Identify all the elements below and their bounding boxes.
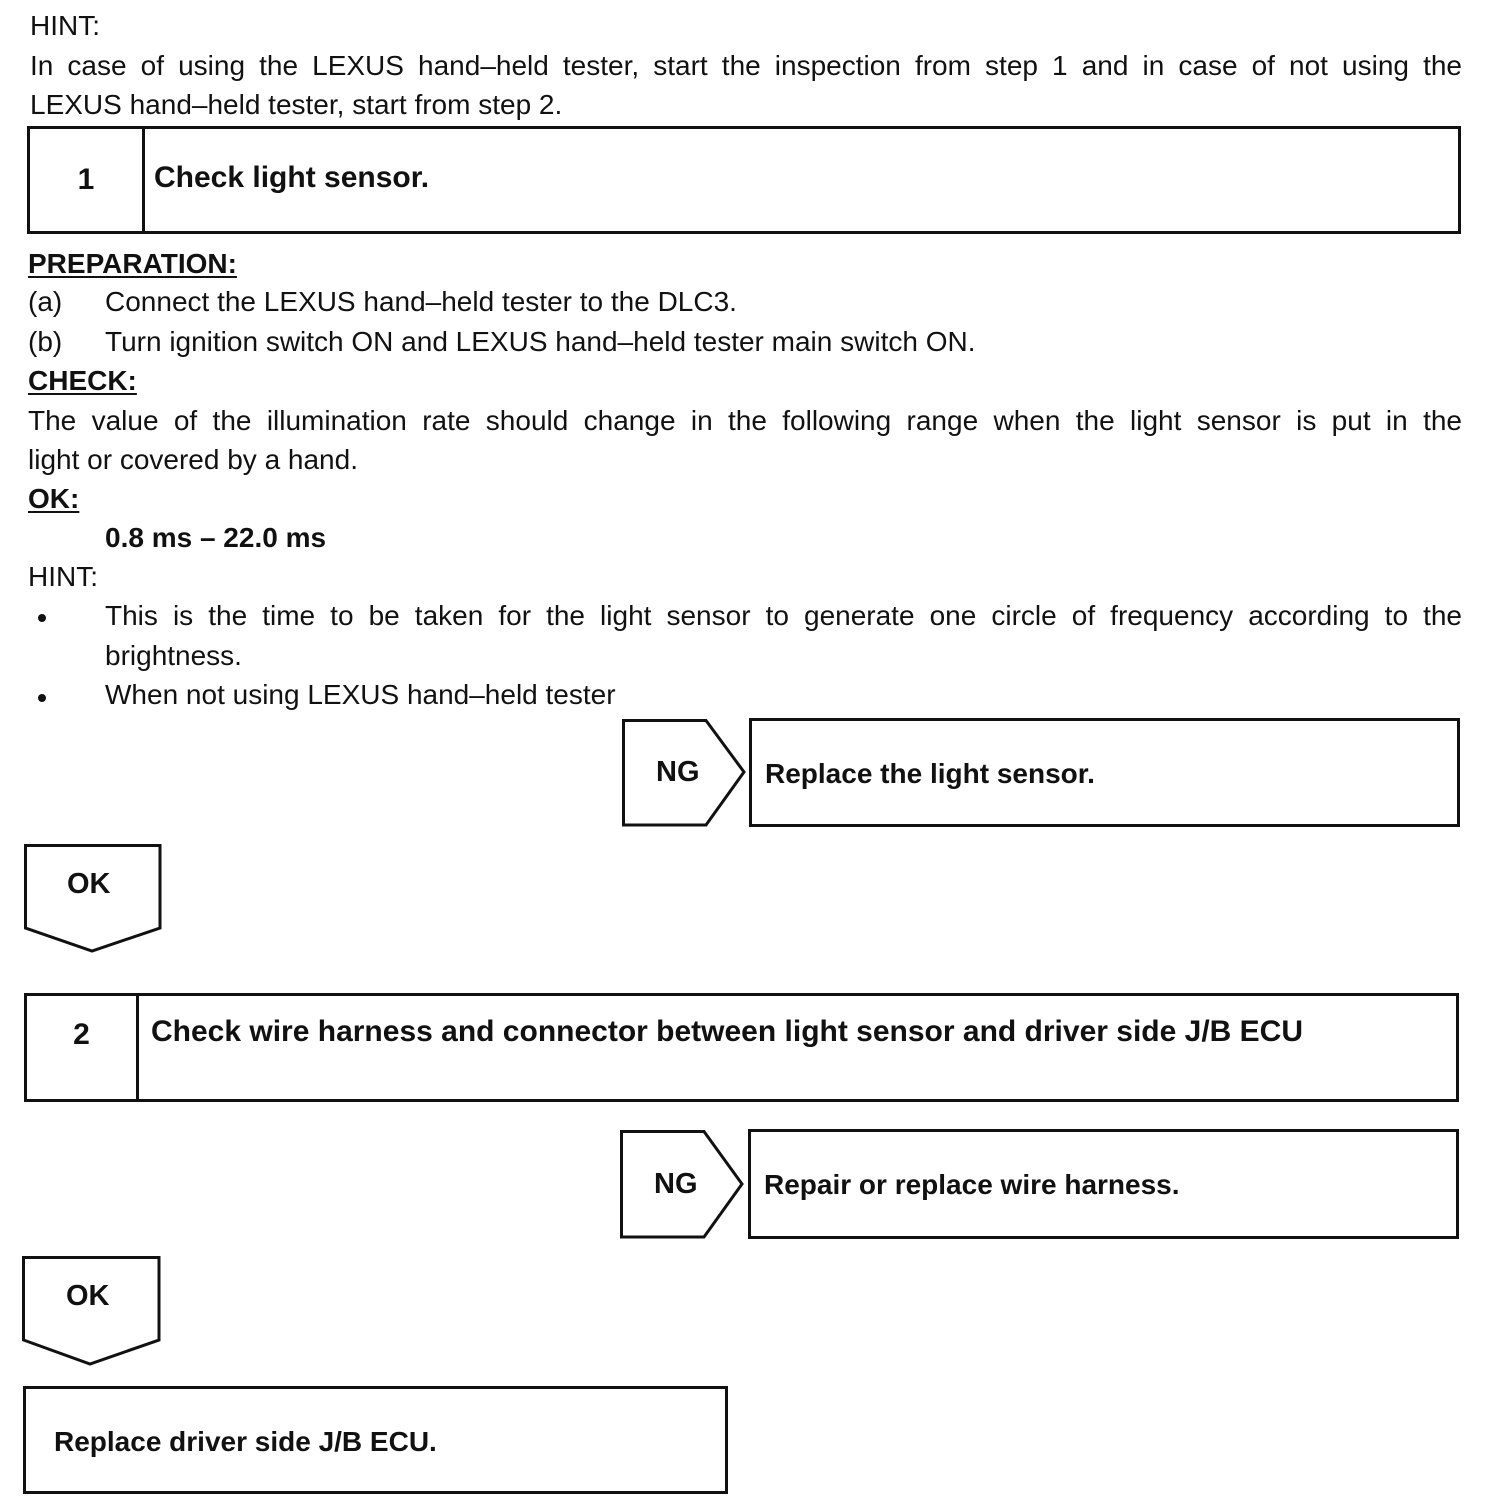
step1-number: 1 bbox=[30, 129, 145, 231]
step2-ng-action-box bbox=[748, 1129, 1459, 1239]
ok-spec-label: OK: bbox=[28, 483, 80, 514]
step2-ok-label: OK bbox=[66, 1280, 110, 1312]
bullet-dot-2 bbox=[38, 694, 46, 702]
preparation-label: PREPARATION: bbox=[28, 248, 237, 279]
prep-item-a-marker: (a) bbox=[28, 286, 63, 317]
hint-bullet-2-line1: When not using LEXUS hand–held tester bbox=[105, 679, 616, 710]
step1-ng-action-text: Replace the light sensor. bbox=[765, 758, 1095, 789]
intro-hint-label: HINT: bbox=[30, 10, 100, 41]
step1-ng-action-box bbox=[749, 718, 1460, 827]
step1-ng-label: NG bbox=[656, 756, 700, 788]
prep-item-b-text: Turn ignition switch ON and LEXUS hand–held tester main switch ON. bbox=[105, 326, 976, 357]
intro-hint-text-line1: In case of using the LEXUS hand–held tester, start the inspection from step 1 and in case of not using the bbox=[30, 50, 1462, 81]
step2-ng-label: NG bbox=[654, 1168, 698, 1200]
hint-bullet-1-line2: brightness. bbox=[105, 640, 242, 671]
step1-hint-label: HINT: bbox=[28, 561, 98, 592]
final-action-text: Replace driver side J/B ECU. bbox=[54, 1426, 437, 1457]
step2-ng-action-text: Repair or replace wire harness. bbox=[764, 1169, 1180, 1200]
step2-number: 2 bbox=[27, 996, 139, 1099]
final-action-box bbox=[23, 1386, 728, 1494]
hint-bullet-1-line1: This is the time to be taken for the light sensor to generate one circle of frequency according to the bbox=[105, 600, 1462, 631]
check-label: CHECK: bbox=[28, 365, 137, 396]
check-text-line1: The value of the illumination rate should change in the following range when the light sensor is put in the bbox=[28, 405, 1462, 436]
step1-box bbox=[27, 126, 1461, 234]
step1-title: Check light sensor. bbox=[154, 161, 430, 194]
ok-spec-value: 0.8 ms – 22.0 ms bbox=[105, 522, 327, 553]
bullet-dot-1 bbox=[38, 614, 46, 622]
step2-box bbox=[24, 993, 1459, 1102]
intro-hint-text-line2: LEXUS hand–held tester, start from step 2. bbox=[30, 89, 563, 120]
prep-item-a-text: Connect the LEXUS hand–held tester to the DLC3. bbox=[105, 286, 737, 317]
check-text-line2: light or covered by a hand. bbox=[28, 444, 358, 475]
step2-title: Check wire harness and connector between light sensor and driver side J/B ECU bbox=[151, 1015, 1303, 1048]
step1-ok-label: OK bbox=[67, 868, 111, 900]
prep-item-b-marker: (b) bbox=[28, 326, 63, 357]
